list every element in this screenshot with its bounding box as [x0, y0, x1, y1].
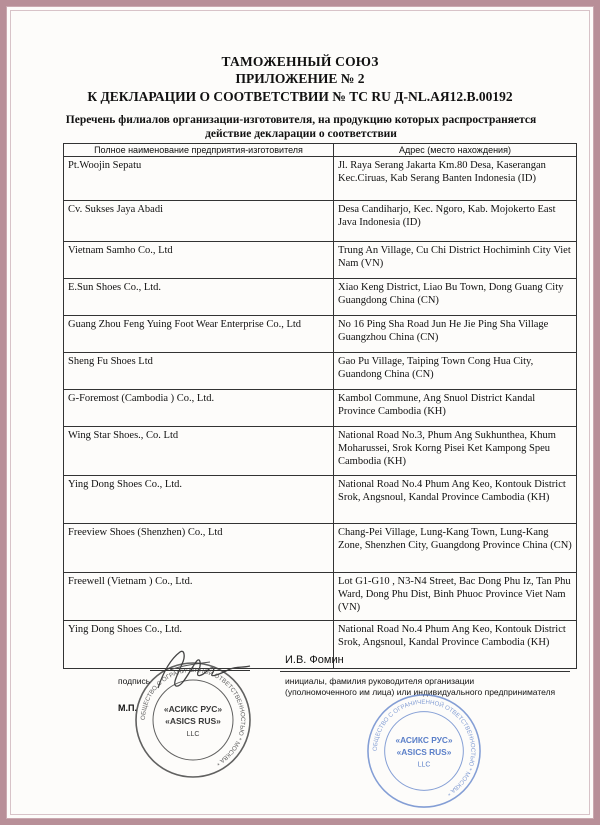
subtitle-line-1: Перечень филиалов организации-изготовителя, на продукцию которых распространяется	[65, 114, 537, 126]
table-row	[64, 573, 577, 621]
caption-line-1: инициалы, фамилия руководителя организации	[285, 676, 475, 686]
manufacturer-name-cell: E.Sun Shoes Co., Ltd.	[64, 279, 334, 316]
seal-ring-text-black: ОБЩЕСТВО С ОГРАНИЧЕННОЙ ОТВЕТСТВЕННОСТЬЮ * МОСКВА *	[139, 666, 247, 767]
manufacturer-name-cell: Guang Zhou Feng Yuing Foot Wear Enterprise Co., Ltd	[64, 316, 334, 353]
subtitle-line-2: действие декларации о соответствии	[205, 128, 397, 140]
table-header-row	[64, 144, 577, 157]
manufacturer-name-cell: Freeview Shoes (Shenzhen) Co., Ltd	[64, 524, 334, 573]
table-row	[64, 279, 577, 316]
manufacturer-address-cell: Lot G1-G10 , N3-N4 Street, Bac Dong Phu Iz, Tan Phu Ward, Dong Phu Dist, Binh Phuoc Province Viet Nam (VN)	[334, 573, 577, 621]
table-row	[64, 524, 577, 573]
manufacturer-name-cell: Vietnam Samho Co., Ltd	[64, 242, 334, 279]
manufacturer-address-cell: Chang-Pei Village, Lung-Kang Town, Lung-Kang Zone, Shenzhen City, Guangdong Province China (CN)	[334, 524, 577, 573]
manufacturer-address-cell: Desa Candiharjo, Kec. Ngoro, Kab. Mojokerto East Java Indonesia (ID)	[334, 201, 577, 242]
signature-label: подпись	[118, 676, 151, 686]
signatory-name: И.В. Фомин	[285, 654, 344, 666]
manufacturer-address-cell: National Road No.4 Phum Ang Keo, Kontouk District Srok, Angsnoul, Kandal Province Cambodia (KH)	[334, 476, 577, 524]
seal-llc-blue: LLC	[417, 761, 431, 769]
header-declaration: К ДЕКЛАРАЦИИ О СООТВЕТСТВИИ № ТС RU Д-NL.АЯ12.В.00192	[87, 89, 513, 104]
manufacturer-name-cell: Ying Dong Shoes Co., Ltd.	[64, 476, 334, 524]
table-row	[64, 157, 577, 201]
manufacturer-address-cell: Xiao Keng District, Liao Bu Town, Dong Guang City Guangdong China (CN)	[334, 279, 577, 316]
column-header-name: Полное наименование предприятия-изготовителя	[64, 144, 334, 157]
company-seal-black	[133, 660, 253, 780]
list-subtitle	[62, 113, 540, 141]
manufacturer-address-cell: Gao Pu Village, Taiping Town Cong Hua City, Guandong China (CN)	[334, 353, 577, 390]
manufacturer-name-cell: Ying Dong Shoes Co., Ltd.	[64, 621, 334, 669]
seal-name-ru-blue: «АСИКС РУС»	[395, 735, 453, 746]
manufacturer-address-cell: Trung An Village, Cu Chi District Hochiminh City Viet Nam (VN)	[334, 242, 577, 279]
seal-name-en-black: «ASICS RUS»	[165, 716, 221, 726]
table-row	[64, 201, 577, 242]
table-row	[64, 390, 577, 427]
seal-llc-black: LLC	[186, 731, 200, 738]
stamp-place-label: М.П.	[118, 703, 137, 713]
manufacturer-name-cell: Sheng Fu Shoes Ltd	[64, 353, 334, 390]
company-seal-blue	[365, 692, 483, 810]
manufacturer-address-cell: National Road No.3, Phum Ang Sukhunthea, Khum Moharussei, Srok Korng Pisei Ket Kampong Speu Cambodia (KH)	[334, 427, 577, 476]
header-union: ТАМОЖЕННЫЙ СОЮЗ	[221, 54, 379, 69]
seal-name-ru-black: «АСИКС РУС»	[163, 704, 223, 714]
table-row	[64, 316, 577, 353]
manufacturer-address-cell: No 16 Ping Sha Road Jun He Jie Ping Sha Village Guangzhou China (CN)	[334, 316, 577, 353]
manufacturer-name-cell: Wing Star Shoes., Co. Ltd	[64, 427, 334, 476]
caption-line-2: (уполномоченного им лица) или индивидуального предпринимателя	[285, 687, 556, 697]
seal-name-en-blue: «ASICS RUS»	[396, 746, 452, 757]
manufacturer-address-cell: National Road No.4 Phum Ang Keo, Kontouk District Srok, Angsnoul, Kandal Province Cambodia (KH)	[334, 621, 577, 669]
seal-ring-text-blue: ОБЩЕСТВО С ОГРАНИЧЕННОЙ ОТВЕТСТВЕННОСТЬЮ * МОСКВА *	[371, 698, 477, 797]
table-row	[64, 242, 577, 279]
manufacturer-address-cell: Kambol Commune, Ang Snuol District Kandal Province Cambodia (KH)	[334, 390, 577, 427]
manufacturer-name-cell: Pt.Woojin Sepatu	[64, 157, 334, 201]
name-line	[280, 671, 570, 672]
branches-table	[63, 143, 577, 669]
table-row	[64, 476, 577, 524]
table-row	[64, 427, 577, 476]
column-header-address: Адрес (место нахождения)	[334, 144, 577, 157]
manufacturer-address-cell: Jl. Raya Serang Jakarta Km.80 Desa, Kaserangan Kec.Ciruas, Kab Serang Banten Indonesia (ID)	[334, 157, 577, 201]
manufacturer-name-cell: Freewell (Vietnam ) Co., Ltd.	[64, 573, 334, 621]
header-appendix: ПРИЛОЖЕНИЕ № 2	[235, 71, 365, 86]
manufacturer-name-cell: G-Foremost (Cambodia ) Co., Ltd.	[64, 390, 334, 427]
manufacturer-name-cell: Cv. Sukses Jaya Abadi	[64, 201, 334, 242]
table-row	[64, 353, 577, 390]
